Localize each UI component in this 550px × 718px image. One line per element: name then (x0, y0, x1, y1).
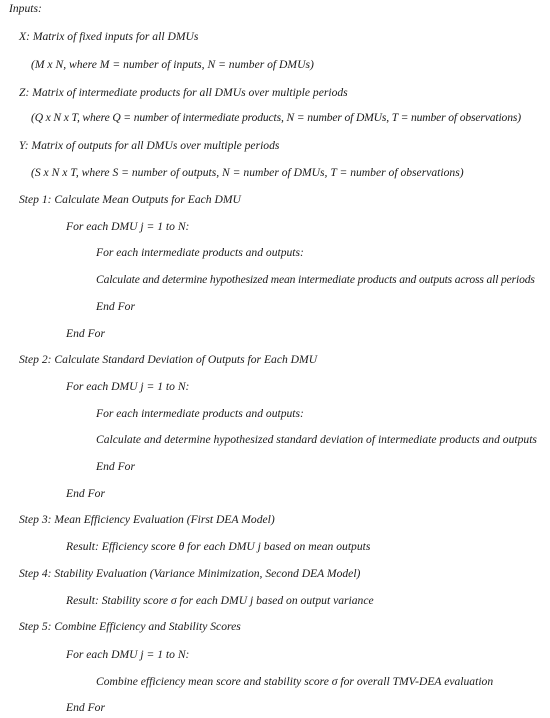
step1-end: End For (66, 327, 105, 340)
step2-title: Step 2: Calculate Standard Deviation of Outputs for Each DMU (19, 353, 318, 366)
z-matrix-dimensions: (Q x N x T, where Q = number of intermediate products, N = number of DMUs, T = number of observations) (31, 111, 521, 124)
y-matrix-definition: Y: Matrix of outputs for all DMUs over multiple periods (19, 139, 280, 152)
step5-loop: For each DMU j = 1 to N: (66, 648, 190, 661)
step1-inner-loop: For each intermediate products and outputs: (96, 246, 304, 259)
step1-action: Calculate and determine hypothesized mean intermediate products and outputs across all periods (96, 273, 535, 286)
step3-title: Step 3: Mean Efficiency Evaluation (First DEA Model) (19, 513, 275, 526)
step2-inner-loop: For each intermediate products and outputs: (96, 407, 304, 420)
step1-title: Step 1: Calculate Mean Outputs for Each DMU (19, 193, 241, 206)
step4-title: Step 4: Stability Evaluation (Variance Minimization, Second DEA Model) (19, 567, 361, 580)
step1-inner-end: End For (96, 300, 135, 313)
step5-action: Combine efficiency mean score and stability score σ for overall TMV-DEA evaluation (96, 675, 494, 688)
y-matrix-dimensions: (S x N x T, where S = number of outputs, N = number of DMUs, T = number of observations) (31, 166, 464, 179)
step2-loop: For each DMU j = 1 to N: (66, 380, 190, 393)
inputs-heading: Inputs: (9, 2, 42, 15)
step5-end: End For (66, 701, 105, 714)
step2-action: Calculate and determine hypothesized standard deviation of intermediate products and outputs (96, 433, 537, 446)
step3-result: Result: Efficiency score θ for each DMU j based on mean outputs (66, 540, 371, 553)
step1-loop: For each DMU j = 1 to N: (66, 220, 190, 233)
x-matrix-dimensions: (M x N, where M = number of inputs, N = number of DMUs) (31, 58, 314, 71)
step2-inner-end: End For (96, 460, 135, 473)
z-matrix-definition: Z: Matrix of intermediate products for all DMUs over multiple periods (19, 86, 348, 99)
step4-result: Result: Stability score σ for each DMU j based on output variance (66, 594, 374, 607)
step5-title: Step 5: Combine Efficiency and Stability Scores (19, 620, 241, 633)
x-matrix-definition: X: Matrix of fixed inputs for all DMUs (19, 30, 199, 43)
step2-end: End For (66, 487, 105, 500)
